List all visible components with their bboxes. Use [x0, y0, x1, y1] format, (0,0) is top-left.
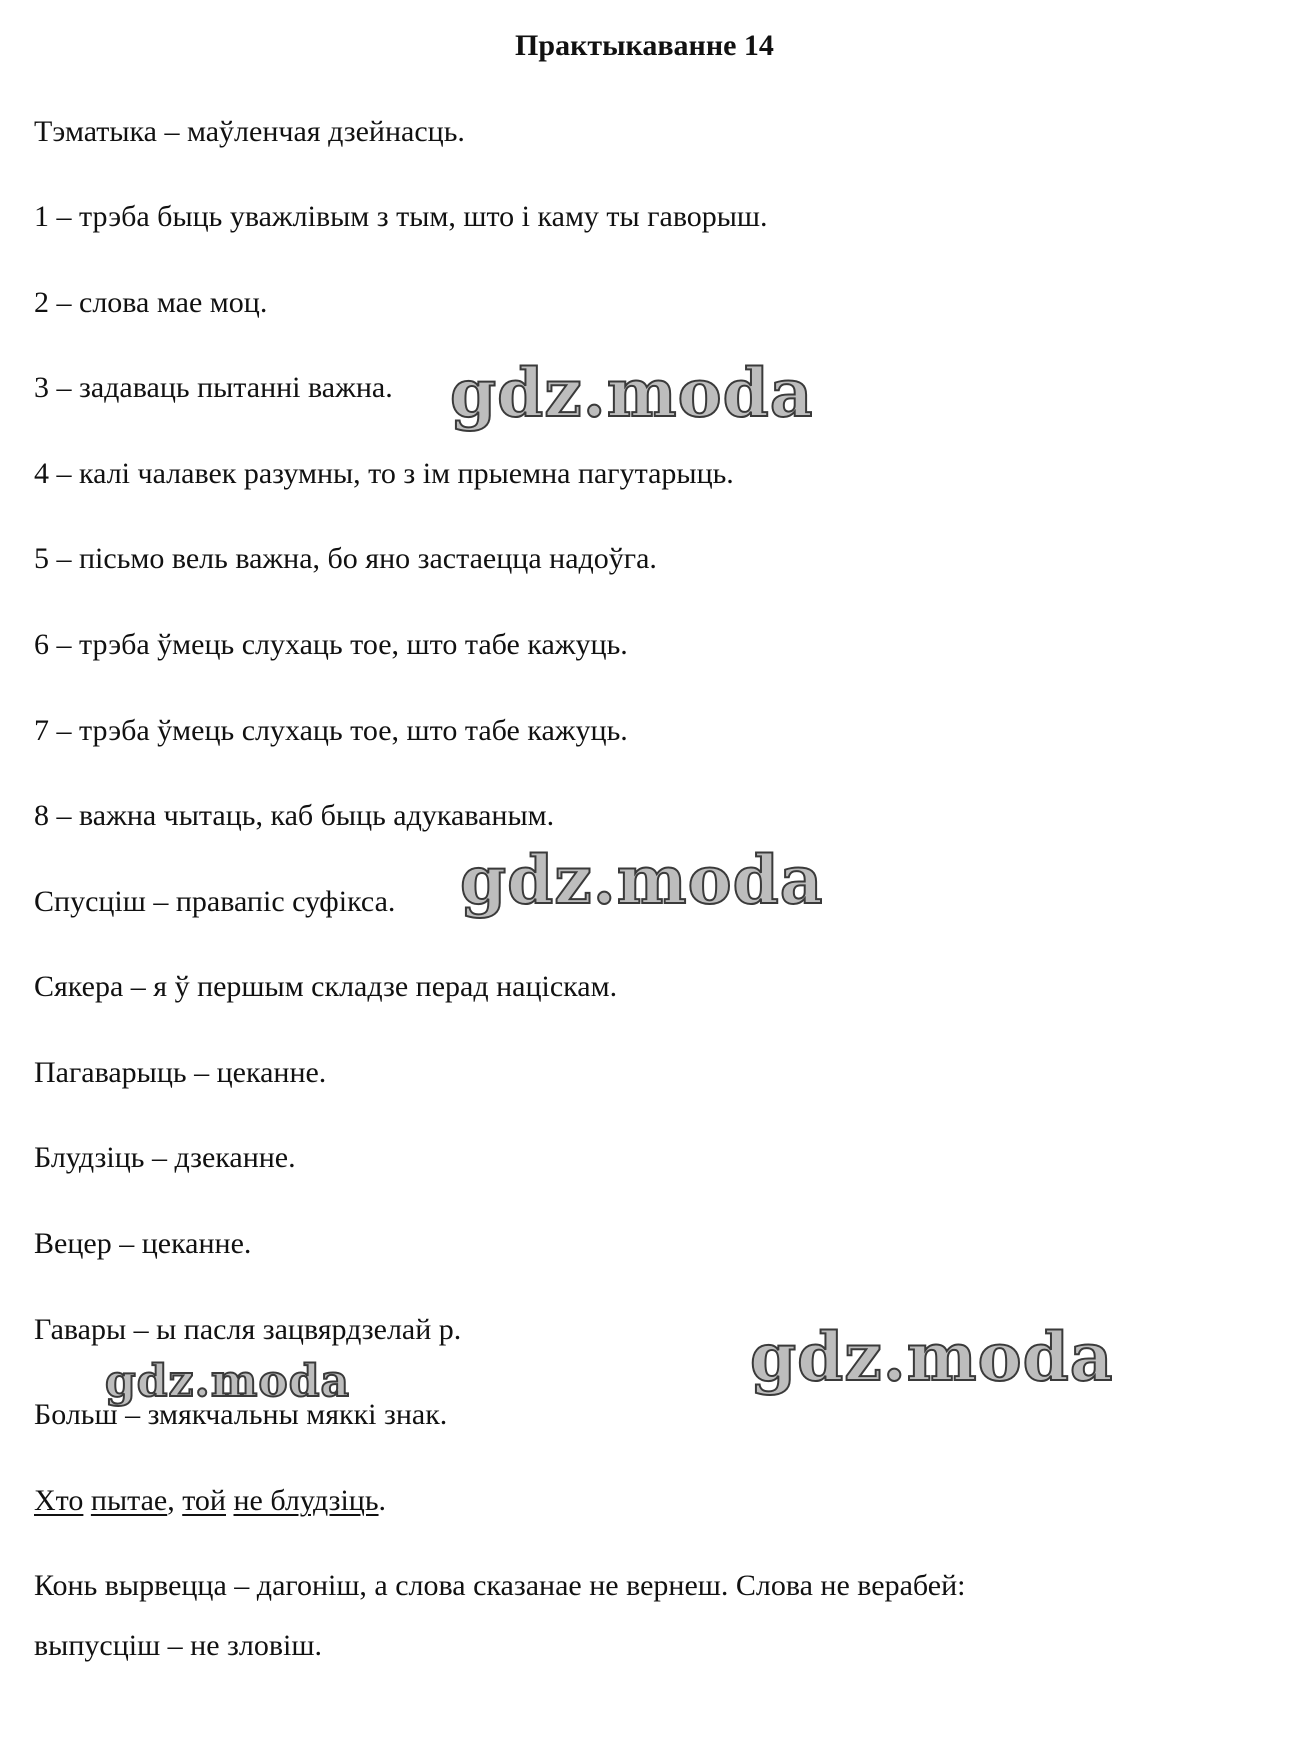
topic-line: Тэматыка – маўленчая дзейнасць.: [34, 115, 465, 148]
spelling-line-bludzic: Блудзіць – дзеканне.: [34, 1141, 296, 1174]
watermark-logo: gdz.moda: [105, 1356, 351, 1407]
proverb-word-predicate: пытае: [90, 1484, 168, 1517]
spelling-line-pagavaryc: Пагаварыць – цеканне.: [34, 1056, 327, 1089]
spelling-line-vecer: Вецер – цеканне.: [34, 1227, 252, 1260]
answer-line-2: 2 – слова мае моц.: [34, 286, 268, 319]
answer-line-5: 5 – пісьмо вель важна, бо яно застаецца надоўга.: [34, 542, 657, 575]
answer-line-3: 3 – задаваць пытанні важна.: [34, 371, 393, 404]
spelling-line-siakera: Сякера – я ў першым складзе перад націскам.: [34, 970, 618, 1003]
watermark-logo: gdz.moda: [460, 841, 824, 919]
answer-line-7: 7 – трэба ўмець слухаць тое, што табе кажуць.: [34, 714, 628, 747]
proverb-word-verb: не блудзіць: [233, 1484, 379, 1517]
answer-line-1: 1 – трэба быць уважлівым з тым, што і каму ты гаворыш.: [34, 200, 768, 233]
watermark-logo: gdz.moda: [750, 1318, 1114, 1396]
spelling-line-spuscish: Спусціш – правапіс суфікса.: [34, 885, 396, 918]
watermark-logo: gdz.moda: [450, 354, 814, 432]
proverb-line: [34, 1481, 386, 1521]
proverb-comma: ,: [167, 1484, 175, 1517]
answer-line-6: 6 – трэба ўмець слухаць тое, што табе кажуць.: [34, 628, 628, 661]
final-line-2: выпусціш – не зловіш.: [34, 1629, 322, 1662]
final-line-1: Конь вырвецца – дагоніш, а слова сказанае не вернеш. Слова не верабей:: [34, 1569, 966, 1602]
page-title: Практыкаванне 14: [515, 29, 774, 62]
spelling-line-gavary: Гавары – ы пасля зацвярдзелай р.: [34, 1313, 462, 1346]
answer-line-8: 8 – важна чытаць, каб быць адукаваным.: [34, 799, 555, 832]
spelling-line-bolsh: Больш – змякчальны мяккі знак.: [34, 1398, 448, 1431]
answer-line-4: 4 – калі чалавек разумны, то з ім прыемна пагутарыць.: [34, 457, 734, 490]
proverb-word-pronoun: той: [182, 1484, 226, 1517]
proverb-word-subject: Хто: [34, 1484, 84, 1517]
proverb-period: .: [378, 1484, 387, 1517]
